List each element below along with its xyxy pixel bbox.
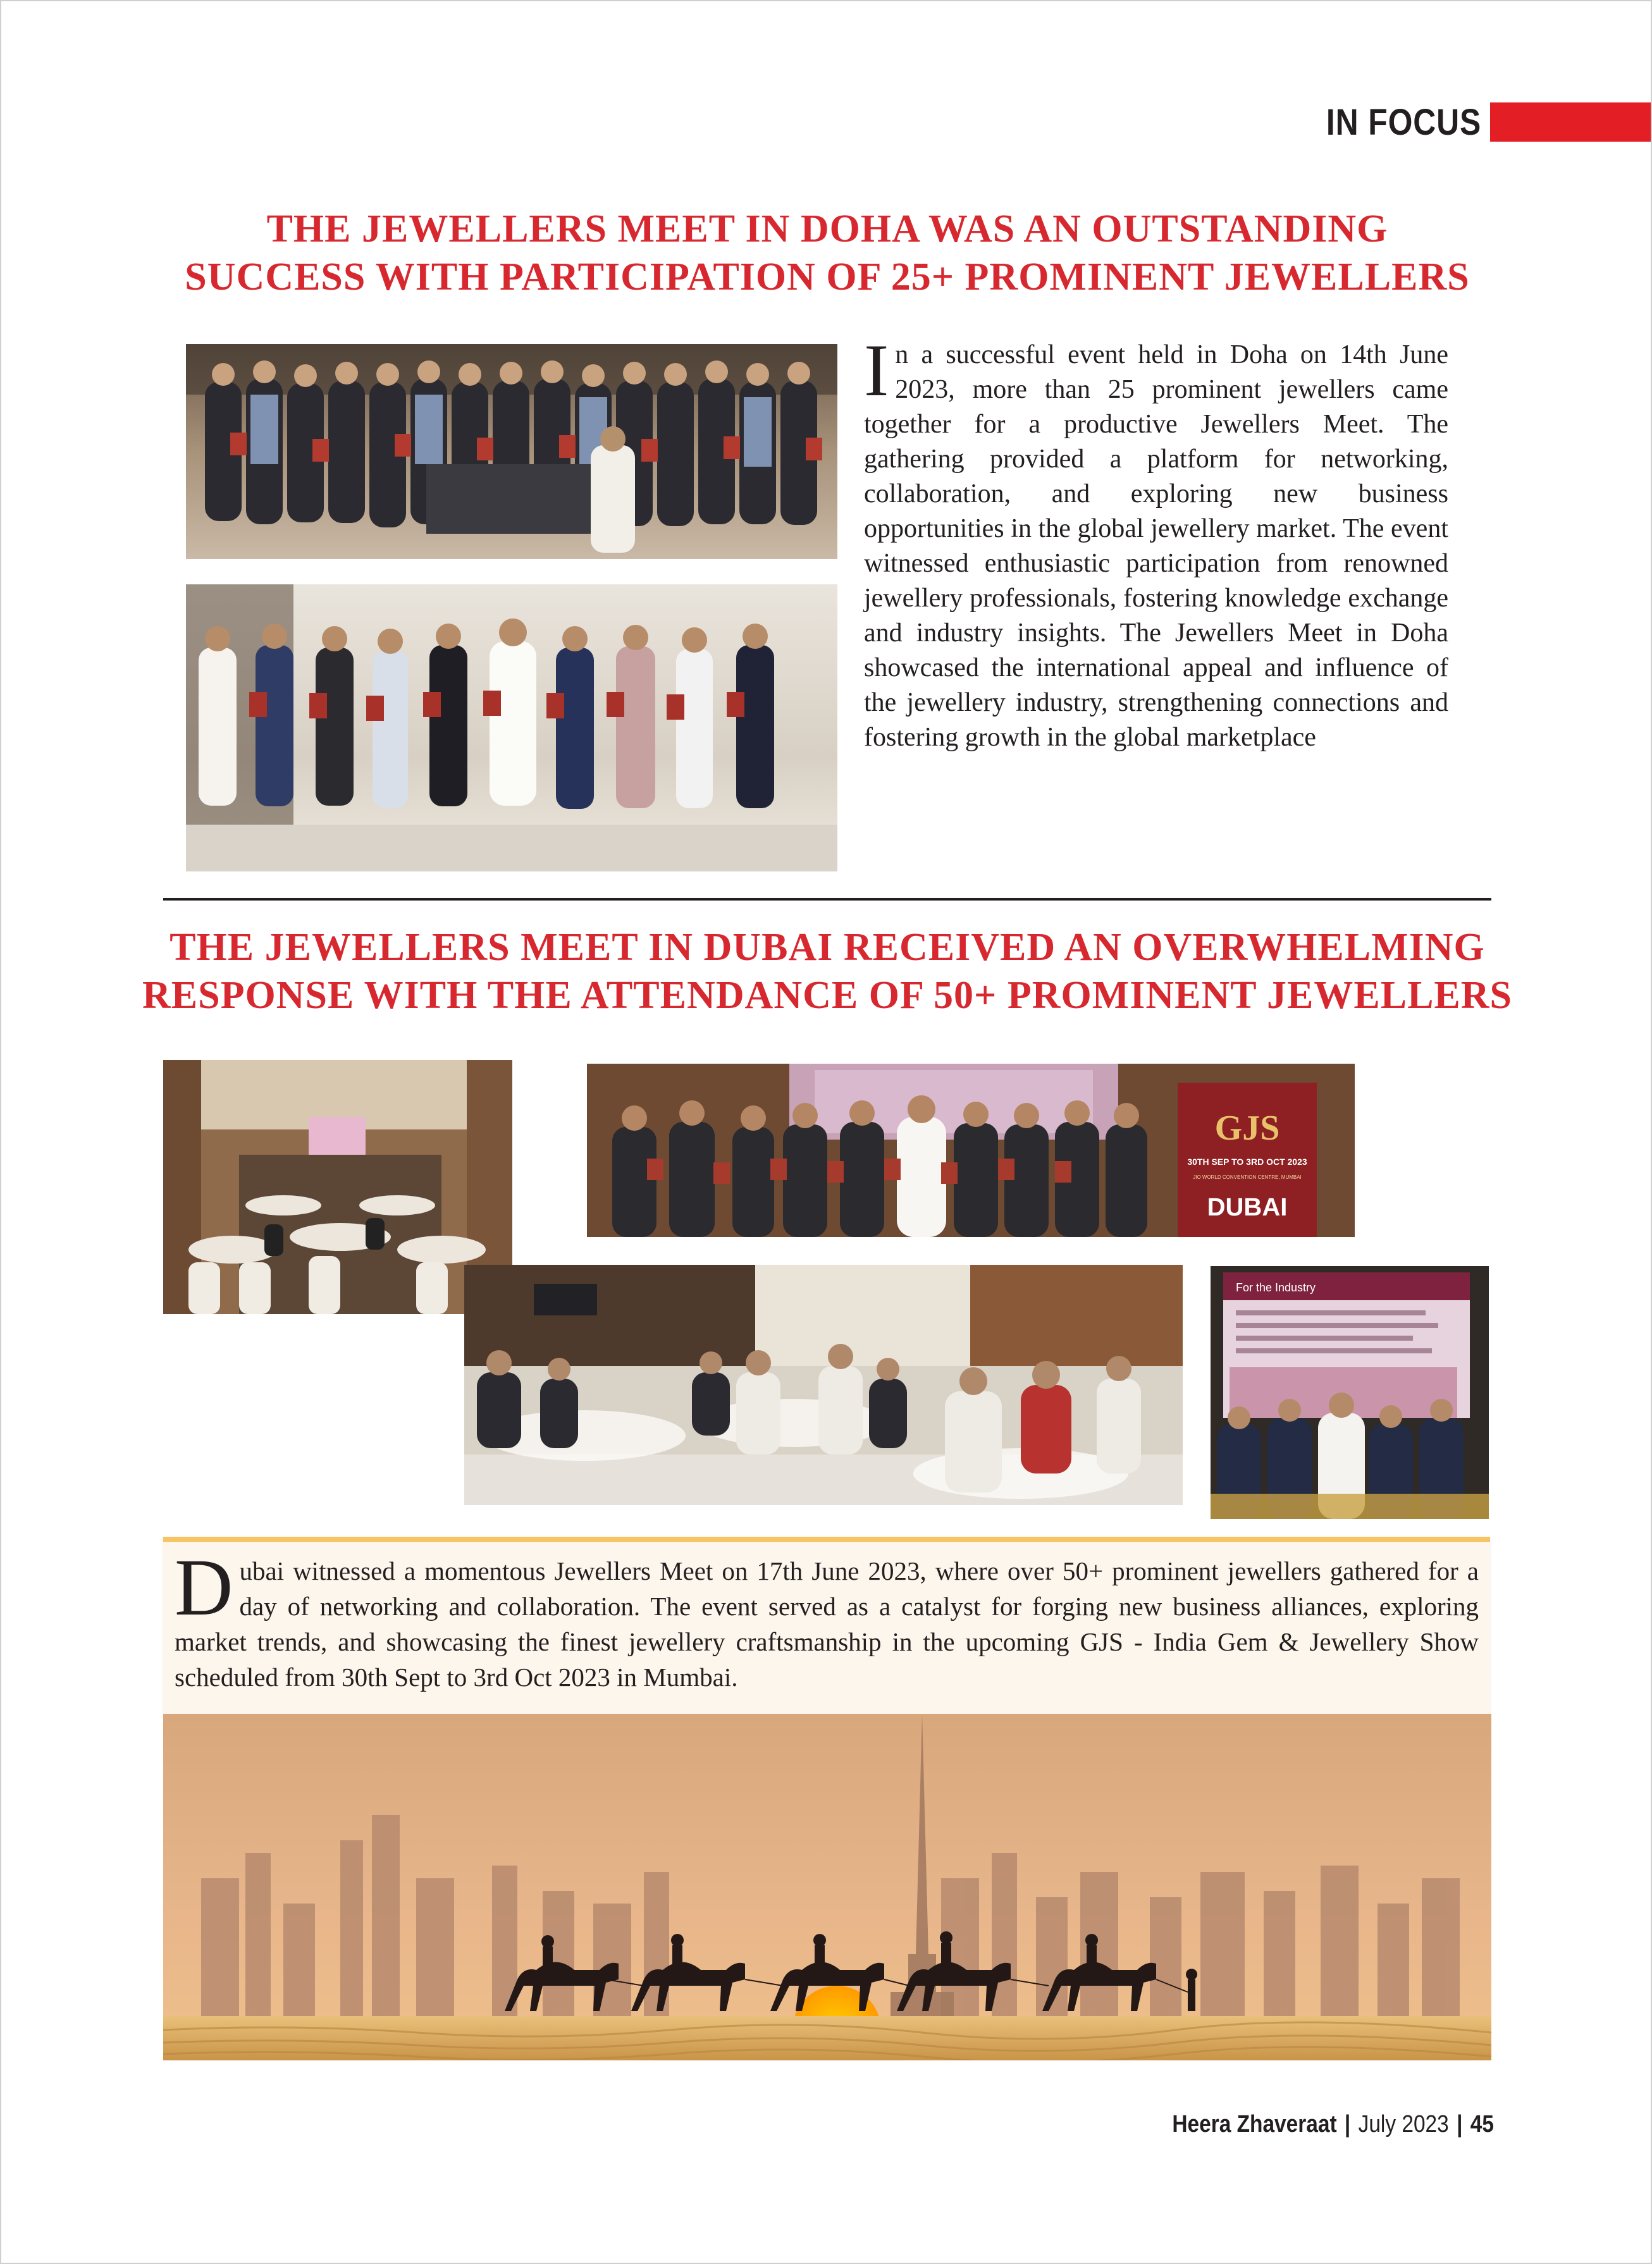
article1-body [864,329,1448,755]
article1-dropcap: I [864,329,889,412]
section-tag-label: IN FOCUS [1326,101,1481,143]
footer-page-number: 45 [1470,2111,1494,2138]
article2-body [163,1542,1490,1695]
section-divider [163,898,1491,901]
banner-venue: JIO WORLD CONVENTION CENTRE, MUMBAI [1193,1174,1302,1180]
dubai-desert-skyline-image [163,1714,1491,2060]
article1-headline [115,205,1539,301]
article2-callout [163,1537,1490,1716]
dubai-group-banner-photo [587,1064,1355,1237]
article2-dropcap: D [175,1542,233,1632]
page-footer [1172,2111,1494,2138]
article2-body-text: ubai witnessed a momentous Jewellers Meet on 17th June 2023, where over 50+ prominent jewellers gathered for a day of networking and collaboration. The event served as a catalyst for forging new business alliances, exploring market trends, and showcasing the finest jewellery craftsmanship in the upcoming GJS - India Gem & Jewellery Show scheduled from 30th Sept to 3rd Oct 2023 in Mumbai. [175,1556,1479,1692]
article2-headline [115,923,1539,1019]
dubai-hall-photo [163,1060,512,1314]
dubai-audience-photo [464,1265,1183,1505]
footer-publication: Heera Zhaveraat [1172,2111,1337,2138]
doha-book-launch-photo [186,584,837,871]
footer-separator-1: | [1344,2111,1351,2138]
article1-headline-line1: THE JEWELLERS MEET IN DOHA WAS AN OUTSTANDING [266,207,1388,250]
dubai-presentation-photo [1211,1266,1489,1519]
footer-separator-2: | [1457,2111,1463,2138]
article1-body-text: n a successful event held in Doha on 14th June 2023, more than 25 prominent jewellers came together for a productive Jewellers Meet. The gathering provided a platform for networking, collaboration, and exploring new business opportunities in the global jewellery market. The event witnessed enthusiastic participation from renowned jewellery professionals, fostering knowledge exchange and industry insights. The Jewellers Meet in Doha showcased the international appeal and influence of the jewellery industry, strengthening connections and fostering growth in the global marketplace [864,340,1448,752]
article2-headline-line2: RESPONSE WITH THE ATTENDANCE OF 50+ PROMINENT JEWELLERS [142,974,1513,1017]
doha-group-photo [186,344,837,559]
slide-title: For the Industry [1236,1281,1316,1294]
section-tag [1301,101,1651,143]
section-tag-bar [1490,102,1651,142]
banner-city: DUBAI [1207,1193,1288,1221]
article2-headline-line1: THE JEWELLERS MEET IN DUBAI RECEIVED AN OVERWHELMING [170,926,1485,969]
banner-dates: 30TH SEP TO 3RD OCT 2023 [1187,1157,1307,1167]
banner-brand: GJS [1214,1109,1280,1148]
footer-issue: July 2023 [1358,2111,1449,2138]
article1-headline-line2: SUCCESS WITH PARTICIPATION OF 25+ PROMINENT JEWELLERS [185,255,1470,298]
